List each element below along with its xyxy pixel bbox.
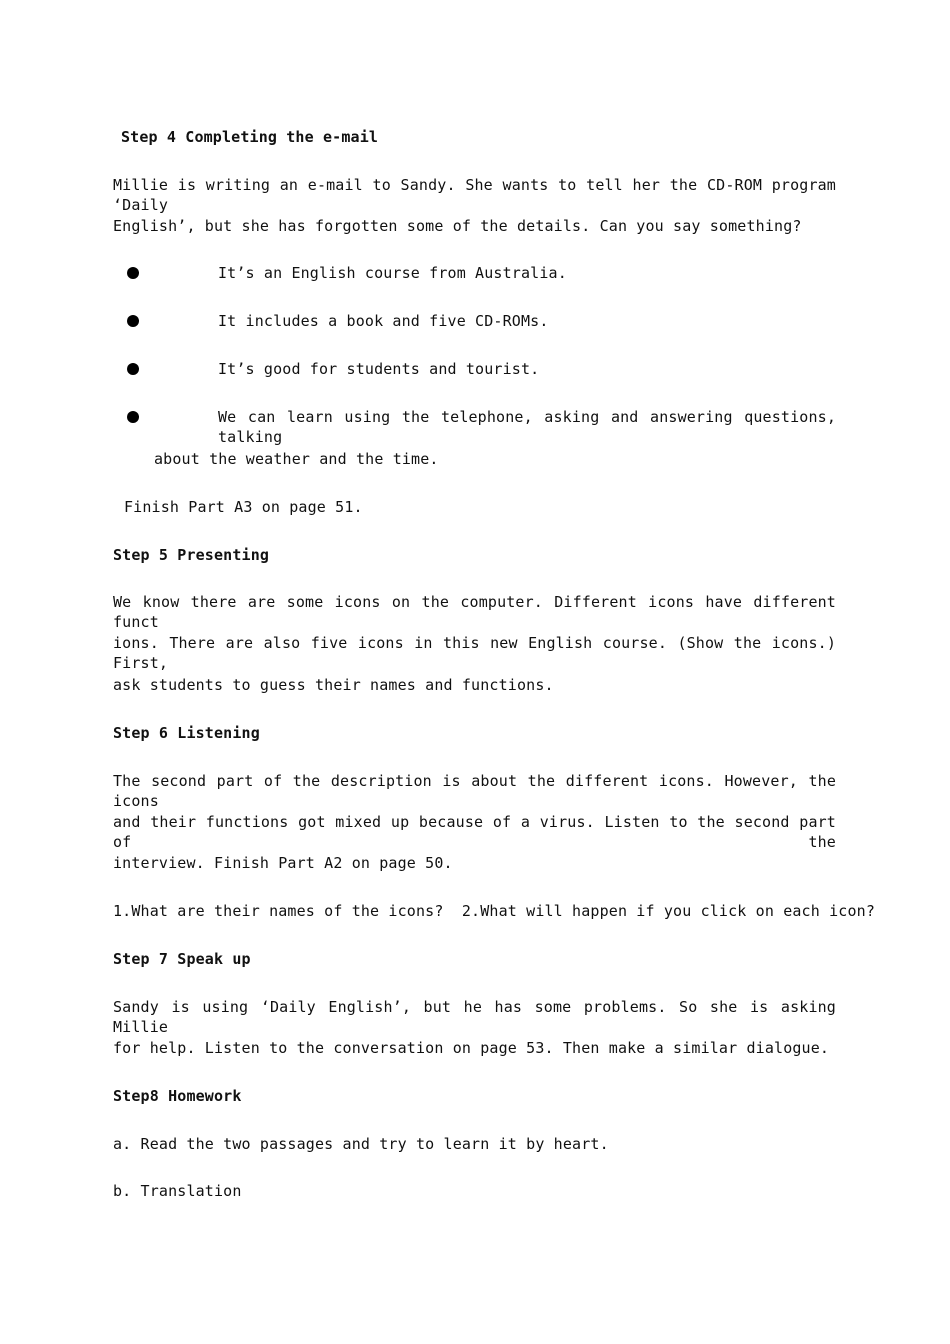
bullet-icon — [127, 411, 139, 423]
step5-line2: ions. There are also five icons in this new English course. (Show the icons.) First, — [113, 634, 836, 672]
bullet-item-1: It’s an English course from Australia. — [218, 264, 567, 282]
step8-heading: Step8 Homework — [113, 1087, 242, 1105]
step4-intro-line2: English’, but she has forgotten some of the details. Can you say something? — [113, 217, 802, 235]
step7-line2: for help. Listen to the conversation on page 53. Then make a similar dialogue. — [113, 1039, 830, 1057]
step6-line1: The second part of the description is about the different icons. However, the icons — [113, 772, 836, 810]
bullet-icon — [127, 315, 139, 327]
bullet-item-4: We can learn using the telephone, asking and answering questions, talking — [218, 408, 836, 446]
bullet-item-4-continued: about the weather and the time. — [154, 450, 439, 468]
step6-questions: 1.What are their names of the icons? 2.What will happen if you click on each icon? — [113, 902, 876, 920]
step5-line3: ask students to guess their names and functions. — [113, 676, 554, 694]
step6-heading: Step 6 Listening — [113, 724, 260, 742]
step7-heading: Step 7 Speak up — [113, 950, 251, 968]
step7-line1: Sandy is using ‘Daily English’, but he has some problems. So she is asking Millie — [113, 998, 836, 1036]
step4-intro-line1: Millie is writing an e-mail to Sandy. She wants to tell her the CD-ROM program ‘Daily — [113, 176, 836, 214]
bullet-icon — [127, 267, 139, 279]
step6-line3: interview. Finish Part A2 on page 50. — [113, 854, 453, 872]
homework-item-b: b. Translation — [113, 1182, 242, 1200]
step5-heading: Step 5 Presenting — [113, 546, 270, 564]
homework-item-a: a. Read the two passages and try to learn it by heart. — [113, 1135, 609, 1153]
bullet-item-3: It’s good for students and tourist. — [218, 360, 540, 378]
step4-heading: Step 4 Completing the e-mail — [121, 128, 379, 146]
step6-line2: and their functions got mixed up because of a virus. Listen to the second part of the — [113, 813, 836, 851]
step5-line1: We know there are some icons on the computer. Different icons have different funct — [113, 593, 836, 631]
bullet-item-2: It includes a book and five CD-ROMs. — [218, 312, 549, 330]
step4-finish-note: Finish Part A3 on page 51. — [124, 498, 363, 516]
bullet-icon — [127, 363, 139, 375]
